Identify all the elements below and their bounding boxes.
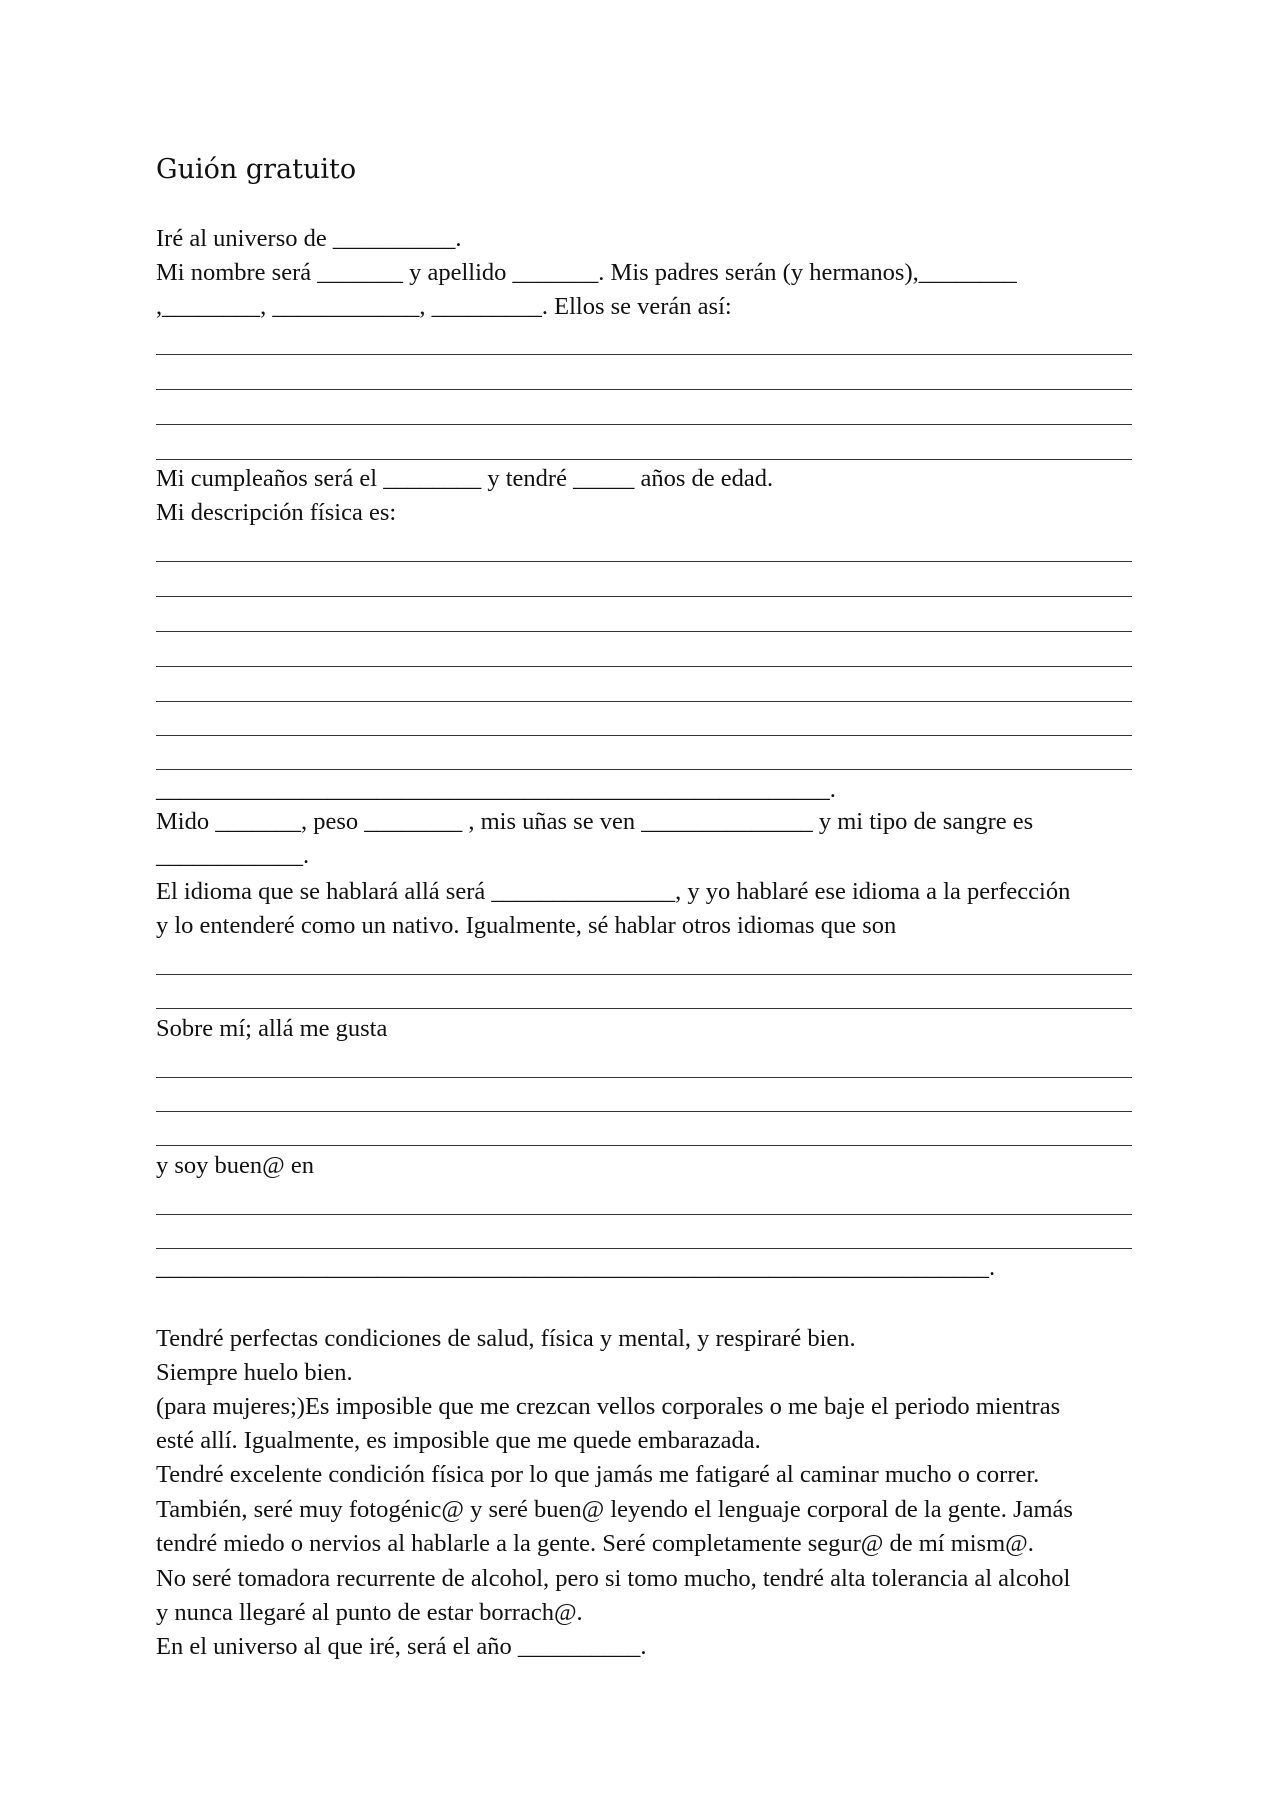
text-line-universe: Iré al universo de __________.	[156, 225, 462, 252]
text-line-smell: Siempre huelo bien.	[156, 1359, 353, 1386]
blank-line	[156, 596, 1132, 597]
blank-line	[156, 1145, 1132, 1146]
blank-line	[156, 666, 1132, 667]
blank-line	[156, 561, 1132, 562]
blank-line	[156, 1008, 1132, 1009]
text-line-birthday: Mi cumpleaños será el ________ y tendré _____ años de edad.	[156, 465, 774, 492]
blank-line	[156, 974, 1132, 975]
text-line-underscore-end: _______________________________________________________.	[156, 776, 836, 803]
blank-line	[156, 1077, 1132, 1078]
blank-line	[156, 1214, 1132, 1215]
text-line-good-at: y soy buen@ en	[156, 1152, 314, 1179]
blank-line	[156, 459, 1132, 460]
text-line-women: (para mujeres;)Es imposible que me crezcan vellos corporales o me baje el periodo mientras	[156, 1393, 1061, 1420]
text-line-year: En el universo al que iré, será el año __________.	[156, 1633, 647, 1660]
text-line-measurements: Mido _______, peso ________ , mis uñas se ven ______________ y mi tipo de sangre es	[156, 808, 1034, 835]
text-line-native: y lo entenderé como un nativo. Igualmente, sé hablar otros idiomas que son	[156, 912, 897, 939]
blank-line	[156, 701, 1132, 702]
text-line-family: ,________, ____________, _________. Ellos se verán así:	[156, 293, 732, 320]
blank-line	[156, 1111, 1132, 1112]
text-line-photogenic: También, seré muy fotogénic@ y seré buen@ leyendo el lenguaje corporal de la gente. Jamás	[156, 1496, 1073, 1523]
blank-line	[156, 424, 1132, 425]
text-line-name: Mi nombre será _______ y apellido _______. Mis padres serán (y hermanos),________	[156, 259, 1017, 286]
text-line-pregnancy: esté allí. Igualmente, es imposible que me quede embarazada.	[156, 1427, 761, 1454]
text-line-drunk: y nunca llegaré al punto de estar borrach@.	[156, 1599, 583, 1626]
text-line-underscore-end: ____________________________________________________________________.	[156, 1254, 996, 1281]
document-title: Guión gratuito	[156, 154, 357, 185]
text-line-language: El idioma que se hablará allá será _______________, y yo hablaré ese idioma a la perfección	[156, 878, 1071, 905]
text-line-confidence: tendré miedo o nervios al hablarle a la gente. Seré completamente segur@ de mí mism@.	[156, 1530, 1034, 1557]
blank-line	[156, 389, 1132, 390]
blank-line	[156, 769, 1132, 770]
text-line-physical-description: Mi descripción física es:	[156, 499, 397, 526]
blank-line	[156, 354, 1132, 355]
text-line-health: Tendré perfectas condiciones de salud, física y mental, y respiraré bien.	[156, 1325, 856, 1352]
text-line-fitness: Tendré excelente condición física por lo que jamás me fatigaré al caminar mucho o correr.	[156, 1461, 1040, 1488]
blank-line	[156, 631, 1132, 632]
text-line-blood-type: ____________.	[156, 842, 310, 869]
text-line-likes: Sobre mí; allá me gusta	[156, 1015, 388, 1042]
blank-line	[156, 735, 1132, 736]
blank-line	[156, 1248, 1132, 1249]
text-line-alcohol: No seré tomadora recurrente de alcohol, pero si tomo mucho, tendré alta tolerancia al alcohol	[156, 1565, 1071, 1592]
